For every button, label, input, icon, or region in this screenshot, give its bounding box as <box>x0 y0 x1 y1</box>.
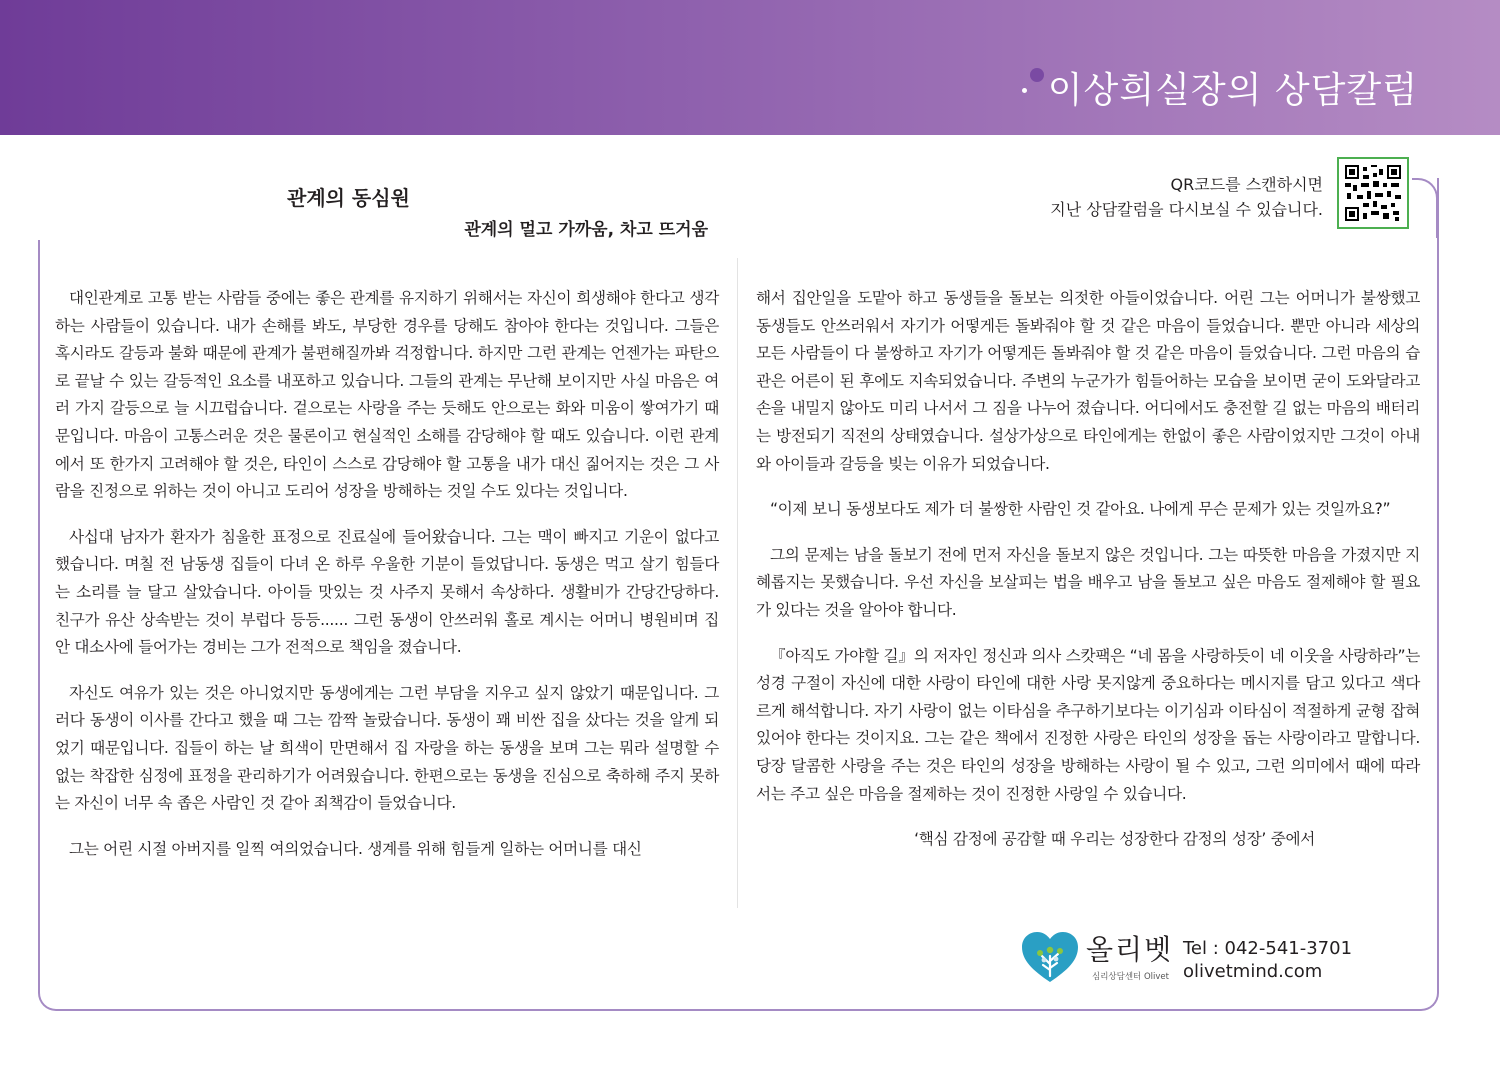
source-citation: ‘핵심 감정에 공감할 때 우리는 성장한다 감정의 성장’ 중에서 <box>914 830 1315 849</box>
heart-tree-icon <box>1020 930 1080 985</box>
brand-name: 올리벳 <box>1086 933 1174 966</box>
paragraph: 그의 문제는 남을 돌보기 전에 먼저 자신을 돌보지 않은 것입니다. 그는 따뜻한 마음을 가졌지만 지혜롭지는 못했습니다. 우선 자신을 보살피는 법을 배우고 남을 돌보고 싶은 마음도 절제해야 할 필요가 있다는 것을 알아야 합니다. <box>756 545 1420 619</box>
article-column-right <box>756 285 1420 872</box>
article-column-left <box>55 285 719 881</box>
telephone: Tel : 042-541-3701 <box>1183 938 1353 959</box>
article-title: 관계의 동심원 <box>287 186 410 210</box>
qr-code-icon[interactable] <box>1337 157 1409 229</box>
paragraph: 『아직도 가야할 길』의 저자인 정신과 의사 스캇팩은 “네 몸을 사랑하듯이 네 이웃을 사랑하라”는 성경 구절이 자신에 대한 사랑이 타인에 대한 사랑 못지않게 중요하다는 메시지를 담고 있다고 색다르게 해석합니다. 자기 사랑이 없는 이타심을 추구하기보다는 이기심과 이타심이 적절하게 균형 잡혀 있어야 한다는 것이지요. 그는 같은 책에서 진정한 사랑은 타인의 성장을 돕는 사랑이라고 말합니다. 당장 달콤한 사랑을 주는 것은 타인의 성장을 방해하는 사랑이 될 수 있고, 그런 의미에서 때에 따라서는 주고 싶은 마음을 절제하는 것이 진정한 사랑일 수 있습니다. <box>756 646 1420 803</box>
contact-info <box>1183 937 1352 983</box>
bullet-dot-icon <box>1030 68 1044 82</box>
paragraph: 사십대 남자가 환자가 침울한 표정으로 진료실에 들어왔습니다. 그는 맥이 빠지고 기운이 없다고 했습니다. 며칠 전 남동생 집들이 다녀 온 하루 우울한 기분이 들었답니다. 동생은 먹고 살기 힘들다는 소리를 늘 달고 살았습니다. 아이들 맛있는 것 사주지 못해서 속상하다. 생활비가 간당간당하다. 친구가 유산 상속받는 것이 부럽다 등등...... 그런 동생이 안쓰러워 홀로 계시는 어머니 병원비며 집안 대소사에 들어가는 경비는 그가 전적으로 책임을 졌습니다. <box>55 527 719 657</box>
paragraph: 해서 집안일을 도맡아 하고 동생들을 돌보는 의젓한 아들이었습니다. 어린 그는 어머니가 불쌍했고 동생들도 안쓰러워서 자기가 어떻게든 돌봐줘야 할 것 같은 마음이 들었습니다. 뿐만 아니라 세상의 모든 사람들이 다 불쌍하고 자기가 어떻게든 돌봐줘야 할 것 같은 마음이 들었습니다. 그런 마음의 습관은 어른이 된 후에도 지속되었습니다. 주변의 누군가가 힘들어하는 모습을 보이면 굳이 도와달라고 손을 내밀지 않아도 미리 나서서 그 짐을 나누어 졌습니다. 어디에서도 충전할 길 없는 마음의 배터리는 방전되기 직전의 상태였습니다. 설상가상으로 타인에게는 한없이 좋은 사람이었지만 그것이 아내와 아이들과 갈등을 빚는 이유가 되었습니다. <box>756 289 1420 473</box>
frame-mask <box>30 150 50 240</box>
bullet-small-icon <box>1022 88 1027 93</box>
paragraph: 자신도 여유가 있는 것은 아니었지만 동생에게는 그런 부담을 지우고 싶지 않았기 때문입니다. 그러다 동생이 이사를 간다고 했을 때 그는 깜짝 놀랐습니다. 동생이 꽤 비싼 집을 샀다는 것을 알게 되었기 때문입니다. 집들이 하는 날 희색이 만면해서 집 자랑을 하는 동생을 보며 그는 뭐라 설명할 수 없는 착잡한 심정에 표정을 관리하기가 어려웠습니다. 한편으로는 동생을 진심으로 축하해 주지 못하는 자신이 너무 속 좁은 사람인 것 같아 죄책감이 들었습니다. <box>55 683 719 813</box>
paragraph: “이제 보니 동생보다도 제가 더 불쌍한 사람인 것 같아요. 나에게 무슨 문제가 있는 것일까요?” <box>770 500 1391 519</box>
paragraph: 대인관계로 고통 받는 사람들 중에는 좋은 관계를 유지하기 위해서는 자신이 희생해야 한다고 생각하는 사람들이 있습니다. 내가 손해를 봐도, 부당한 경우를 당해도 참아야 한다는 것입니다. 그들은 혹시라도 갈등과 불화 때문에 관계가 불편해질까봐 걱정합니다. 하지만 그런 관계는 언젠가는 파탄으로 끝날 수 있는 갈등적인 요소를 내포하고 있습니다. 그들의 관계는 무난해 보이지만 사실 마음은 여러 가지 갈등으로 늘 시끄럽습니다. 겉으로는 사랑을 주는 듯해도 안으로는 화와 미움이 쌓여가기 때문입니다. 마음이 고통스러운 것은 물론이고 현실적인 소해를 감당해야 할 때도 있습니다. 이런 관계에서 또 한가지 고려해야 할 것은, 타인이 스스로 감당해야 할 고통을 내가 대신 짊어지는 것은 그 사람을 진정으로 위하는 것이 아니고 도리어 성장을 방해하는 것일 수도 있다는 것입니다. <box>55 289 719 501</box>
column-series-title: 이상희실장의 상담칼럼 <box>1047 70 1418 111</box>
qr-line-2: 지난 상담칼럼을 다시보실 수 있습니다. <box>1050 200 1323 219</box>
qr-instructions <box>1050 172 1323 222</box>
header-banner <box>0 0 1500 135</box>
paragraph: 그는 어린 시절 아버지를 일찍 여의었습니다. 생계를 위해 힘들게 일하는 어머니를 대신 <box>69 839 642 858</box>
qr-code-graphic <box>1345 165 1401 221</box>
article-subtitle: 관계의 멀고 가까움, 차고 뜨거움 <box>464 220 708 240</box>
column-divider <box>737 258 738 908</box>
brand-subtitle: 심리상담센터 Olivet <box>1092 972 1169 982</box>
frame-corner <box>1412 178 1438 238</box>
website-link[interactable]: olivetmind.com <box>1183 961 1323 982</box>
qr-line-1: QR코드를 스캔하시면 <box>1170 175 1323 194</box>
